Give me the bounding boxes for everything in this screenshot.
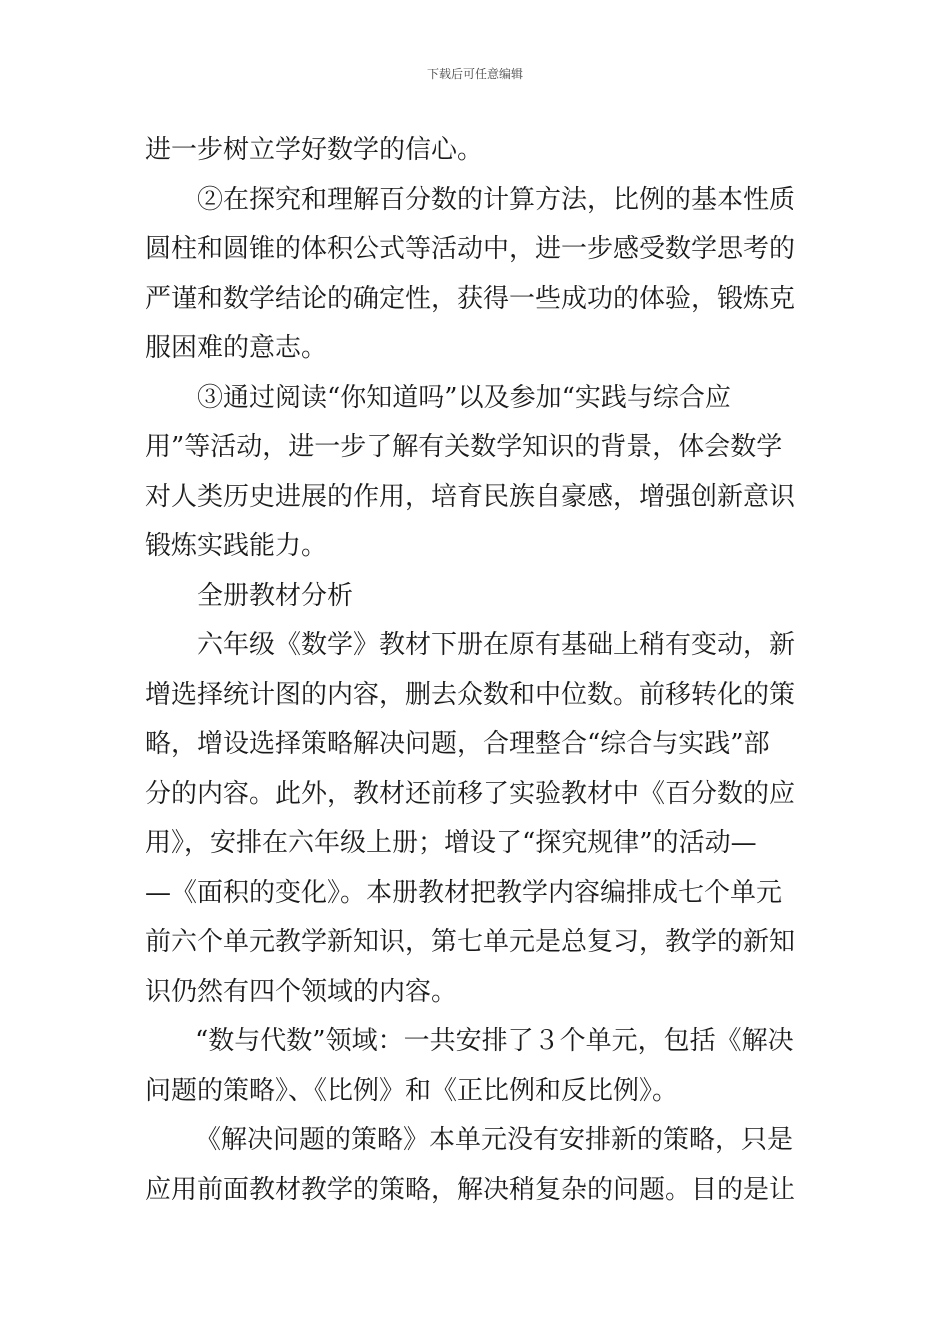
section-heading: 全册教材分析	[197, 580, 354, 611]
text-line: 略，增设选择策略解决问题，合理整合“综合与实践”部	[145, 729, 770, 759]
text-line: 用》，安排在六年级上册；增设了“探究规律”的活动—	[145, 828, 757, 858]
text-line: 前六个单元教学新知识，第七单元是总复习，教学的新知	[145, 927, 796, 957]
text-line: 锻炼实践能力。	[145, 531, 328, 561]
text-line: “数与代数”领域：一共安排了３个单元，包括《解决	[195, 1026, 794, 1056]
text-line: ③通过阅读“你知道吗”以及参加“实践与综合应	[197, 382, 731, 413]
text-line: 《解决问题的策略》本单元没有安排新的策略，只是	[195, 1125, 794, 1155]
text-line: 进一步树立学好数学的信心。	[145, 135, 484, 165]
text-line: 对人类历史进展的作用，培育民族自豪感，增强创新意识	[145, 481, 796, 512]
text-line: 严谨和数学结论的确定性，获得一些成功的体验，锻炼克	[145, 283, 796, 314]
page-header: 下载后可任意编辑	[426, 67, 523, 81]
text-line: 应用前面教材教学的策略，解决稍复杂的问题。目的是让	[145, 1174, 796, 1205]
text-line: 用”等活动，进一步了解有关数学知识的背景，体会数学	[145, 432, 783, 462]
text-line: 问题的策略》、《比例》和《正比例和反比例》。	[145, 1075, 679, 1106]
text-line: 识仍然有四个领域的内容。	[145, 976, 458, 1007]
text-line: —《面积的变化》。本册教材把教学内容编排成七个单元	[145, 877, 783, 908]
document-body	[145, 126, 811, 1215]
text-line: 六年级《数学》教材下册在原有基础上稍有变动，新	[197, 630, 796, 660]
text-line: 分的内容。此外，教材还前移了实验教材中《百分数的应	[145, 778, 796, 809]
text-line: 增选择统计图的内容，删去众数和中位数。前移转化的策	[145, 679, 796, 710]
text-line: 圆柱和圆锥的体积公式等活动中，进一步感受数学思考的	[145, 234, 796, 264]
text-line: ②在探究和理解百分数的计算方法，比例的基本性质	[197, 184, 796, 215]
text-line: 服困难的意志。	[145, 333, 328, 363]
